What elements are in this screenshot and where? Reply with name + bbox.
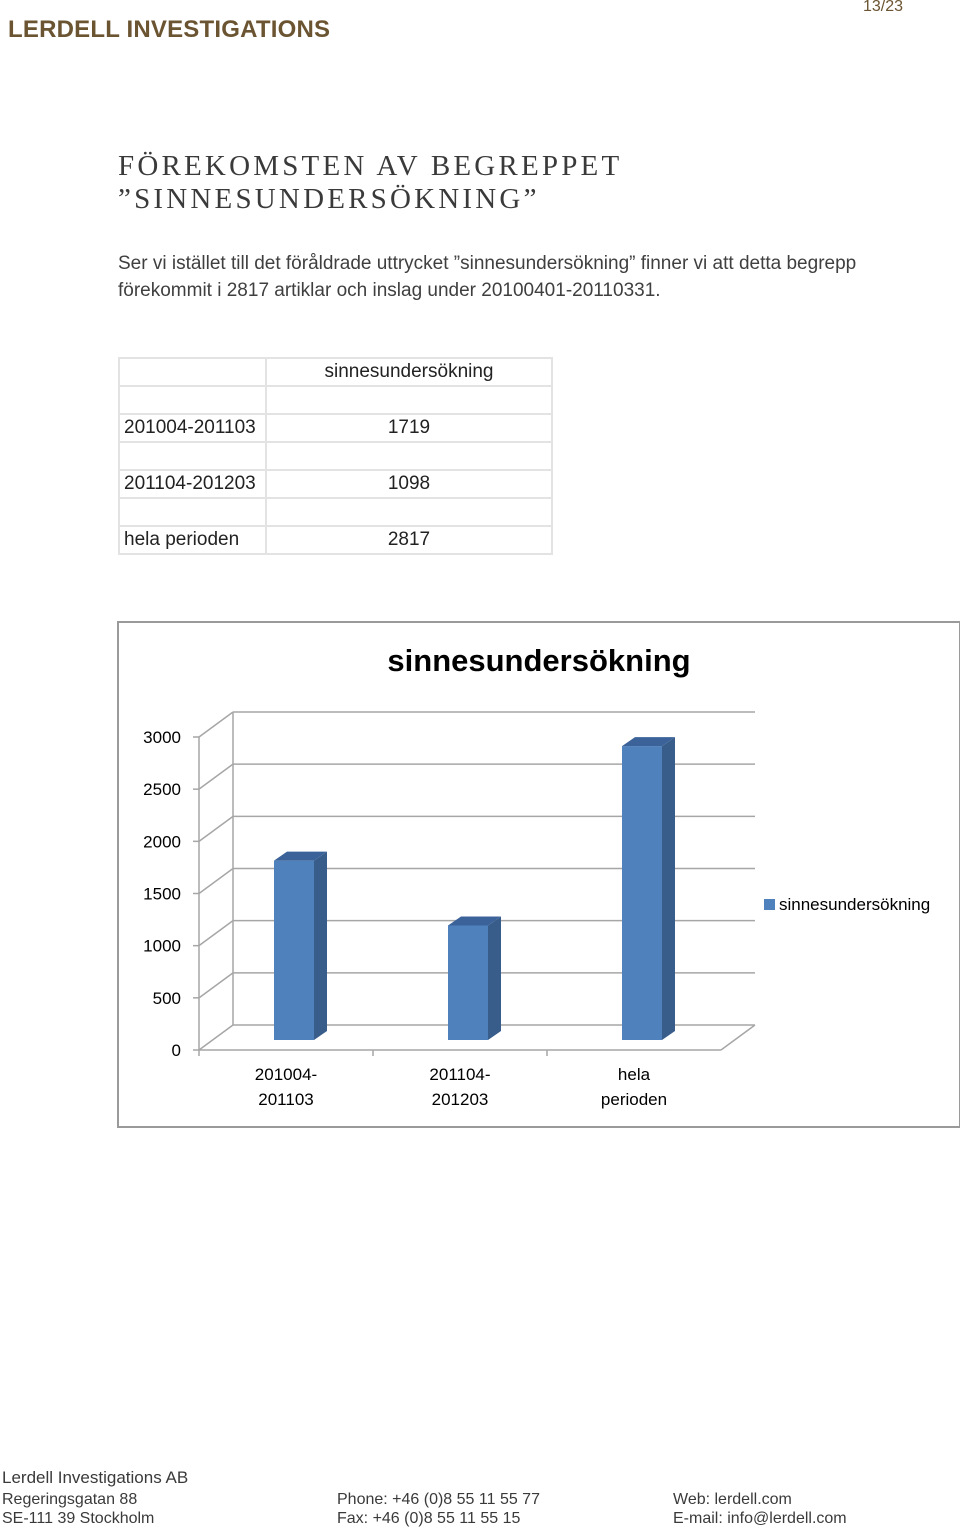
chart-y-tick-label: 3000 — [143, 728, 181, 747]
chart-gridline-side — [199, 712, 233, 737]
chart-gridline-side — [199, 973, 233, 998]
chart-y-tick-label: 0 — [171, 1041, 181, 1060]
chart-bar-side — [488, 916, 501, 1040]
chart-bar — [274, 861, 314, 1040]
footer-phone: Phone: +46 (0)8 55 11 55 77 — [337, 1491, 540, 1508]
chart-x-tick-label: 201203 — [431, 1090, 489, 1109]
chart-gridline-side — [199, 921, 233, 946]
table-column-header: sinnesundersökning — [266, 358, 552, 386]
footer-company: Lerdell Investigations AB — [2, 1468, 189, 1487]
chart-y-tick-label: 1500 — [143, 884, 181, 904]
footer-fax: Fax: +46 (0)8 55 11 55 15 — [337, 1510, 521, 1527]
chart-gridline-side — [199, 816, 233, 841]
footer-address-line-2: SE-111 39 Stockholm — [2, 1510, 155, 1527]
table-row-value: 2817 — [266, 526, 552, 554]
bar-chart — [117, 621, 960, 1128]
section-heading — [118, 150, 622, 216]
chart-y-tick-label: 1000 — [143, 936, 181, 956]
footer-phone-fax — [337, 1490, 540, 1528]
page-number: 13/23 — [862, 0, 903, 15]
chart-title: sinnesundersökning — [387, 643, 691, 678]
chart-gridline-side — [199, 764, 233, 789]
chart-bar — [448, 925, 488, 1040]
brand-logo-text: LERDELL INVESTIGATIONS — [8, 16, 331, 43]
chart-gridline-side — [199, 869, 233, 894]
chart-x-tick-label: 201104- — [429, 1065, 491, 1084]
footer-email: E-mail: info@lerdell.com — [673, 1510, 847, 1527]
table-row-label: 201004-201103 — [119, 414, 266, 442]
chart-y-tick-label: 500 — [152, 988, 181, 1008]
body-paragraph-line-1: Ser vi istället till det föråldrade uttrycket ”sinnesundersökning” finner vi att detta begrepp — [118, 253, 857, 274]
chart-gridline-side — [199, 1025, 233, 1050]
footer-address — [2, 1490, 154, 1528]
footer-address-line-1: Regeringsgatan 88 — [2, 1491, 138, 1508]
section-heading-line-1: FÖREKOMSTEN AV BEGREPPET — [118, 150, 623, 182]
table-row-label: 201104-201203 — [119, 470, 266, 498]
chart-legend-swatch — [764, 899, 775, 910]
data-table — [118, 357, 553, 555]
footer-web-email — [673, 1490, 847, 1528]
body-paragraph-line-2: förekommit i 2817 artiklar och inslag under 20100401-20110331. — [118, 280, 661, 301]
table-row-label: hela perioden — [119, 526, 266, 554]
chart-x-tick-label: perioden — [600, 1090, 668, 1109]
chart-legend-label: sinnesundersökning — [779, 895, 931, 914]
table-header-empty-cell — [119, 358, 266, 386]
table-row — [119, 414, 552, 442]
chart-bar — [622, 746, 662, 1040]
table-row — [119, 526, 552, 554]
chart-floor-right-edge — [721, 1025, 755, 1050]
table-spacer-row — [119, 386, 552, 414]
table-spacer-row — [119, 498, 552, 526]
table-row — [119, 470, 552, 498]
chart-bar-side — [314, 852, 327, 1040]
footer-web: Web: lerdell.com — [673, 1491, 792, 1508]
chart-bar-side — [662, 737, 675, 1040]
chart-y-tick-label: 2500 — [143, 780, 181, 800]
chart-x-tick-label: 201004- — [254, 1065, 318, 1084]
table-header-row — [119, 358, 552, 386]
chart-y-tick-label: 2000 — [143, 832, 181, 852]
section-heading-line-2: ”SINNESUNDERSÖKNING” — [118, 183, 540, 215]
table-spacer-row — [119, 442, 552, 470]
table-row-value: 1098 — [266, 470, 552, 498]
body-paragraph — [118, 250, 918, 304]
table-row-value: 1719 — [266, 414, 552, 442]
chart-x-tick-label: 201103 — [258, 1090, 314, 1109]
chart-x-tick-label: hela — [617, 1065, 651, 1084]
bar-chart-svg — [119, 623, 959, 1126]
